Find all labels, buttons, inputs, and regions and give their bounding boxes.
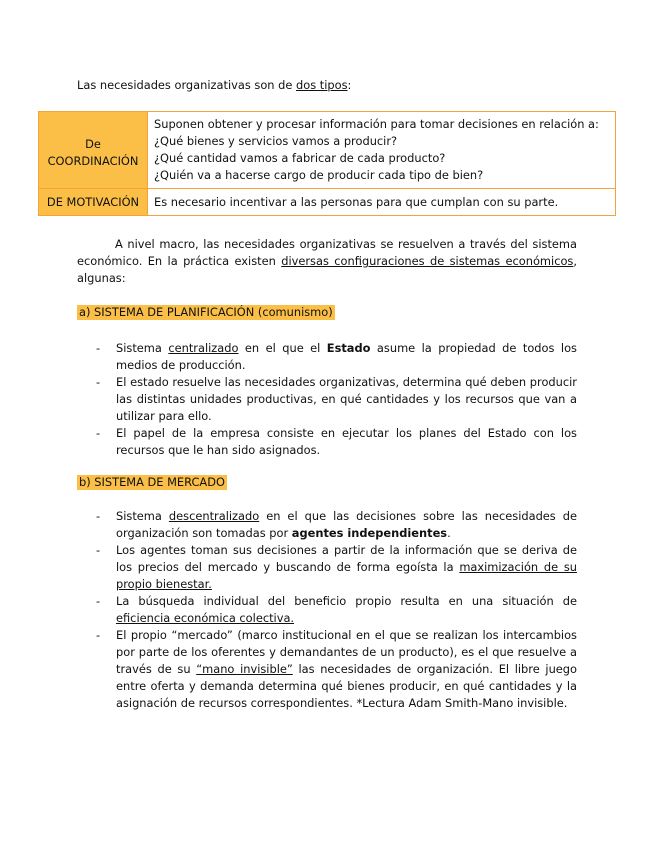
systems-underline: diversas configuraciones de sistemas económicos bbox=[281, 254, 574, 268]
bullet-dash: - bbox=[96, 509, 101, 523]
section-a-list bbox=[77, 340, 577, 459]
coordination-desc-cell bbox=[148, 112, 616, 189]
motivation-desc-cell: Es necesario incentivar a las personas para que cumplan con su parte. bbox=[148, 189, 616, 216]
coordination-label-line1: De bbox=[85, 137, 101, 151]
bullet-dash: - bbox=[96, 375, 101, 389]
list-item: - El papel de la empresa consiste en ejecutar los planes del Estado con los recursos que le han sido asignados. bbox=[96, 426, 577, 457]
bullet-dash: - bbox=[96, 543, 101, 557]
coordination-label-cell bbox=[39, 112, 148, 189]
coordination-row bbox=[39, 112, 616, 189]
bullet-dash: - bbox=[96, 341, 101, 355]
intro-sentence: Las necesidades organizativas son de dos tipos: bbox=[77, 78, 352, 92]
section-b-heading: b) SISTEMA DE MERCADO bbox=[79, 475, 225, 489]
list-item: - Sistema centralizado en el que el Estado asume la propiedad de todos los medios de producción. bbox=[96, 341, 577, 372]
coordination-question: ¿Qué cantidad vamos a fabricar de cada producto? bbox=[154, 151, 446, 165]
coordination-question: ¿Quién va a hacerse cargo de producir cada tipo de bien? bbox=[154, 168, 484, 182]
macro-paragraph: A nivel macro, las necesidades organizativas se resuelven a través del sistema económico. En la práctica existen diversas configuraciones de sistemas económicos, algunas: bbox=[77, 237, 577, 285]
list-item: - Sistema descentralizado en el que las decisiones sobre las necesidades de organización son tomadas por agentes independientes. bbox=[96, 509, 577, 540]
list-item: - Los agentes toman sus decisiones a partir de la información que se deriva de los precios del mercado y buscando de forma egoísta la maximización de su propio bienestar. bbox=[96, 543, 577, 591]
bullet-dash: - bbox=[96, 628, 101, 642]
list-item: - La búsqueda individual del beneficio propio resulta en una situación de eficiencia económica colectiva. bbox=[96, 594, 577, 625]
section-b-list bbox=[77, 508, 577, 712]
motivation-label-cell: DE MOTIVACIÓN bbox=[39, 189, 148, 216]
section-a-heading: a) SISTEMA DE PLANIFICACIÓN (comunismo) bbox=[79, 305, 333, 319]
coordination-desc-line: Suponen obtener y procesar información para tomar decisiones en relación a: bbox=[154, 117, 599, 131]
bullet-dash: - bbox=[96, 594, 101, 608]
coordination-label-line2: COORDINACIÓN bbox=[47, 154, 139, 168]
dos-tipos-link: dos tipos bbox=[296, 78, 348, 92]
organizational-needs-table bbox=[38, 111, 616, 216]
coordination-question: ¿Qué bienes y servicios vamos a producir? bbox=[154, 134, 398, 148]
list-item: - El estado resuelve las necesidades organizativas, determina qué deben producir las distintas unidades productivas, en qué cantidades y los recursos que van a utilizar para ello. bbox=[96, 375, 577, 423]
bullet-dash: - bbox=[96, 426, 101, 440]
list-item: - El propio “mercado” (marco institucional en el que se realizan los intercambios por parte de los oferentes y demandantes de un producto), es el que resuelve a través de su “mano invisible” las necesidades de organización. El libre juego entre oferta y demanda determina qué bienes producir, en qué cantidades y la asignación de recursos correspondientes. *Lectura Adam Smith-Mano invisible. bbox=[96, 628, 577, 710]
motivation-row bbox=[39, 189, 616, 216]
